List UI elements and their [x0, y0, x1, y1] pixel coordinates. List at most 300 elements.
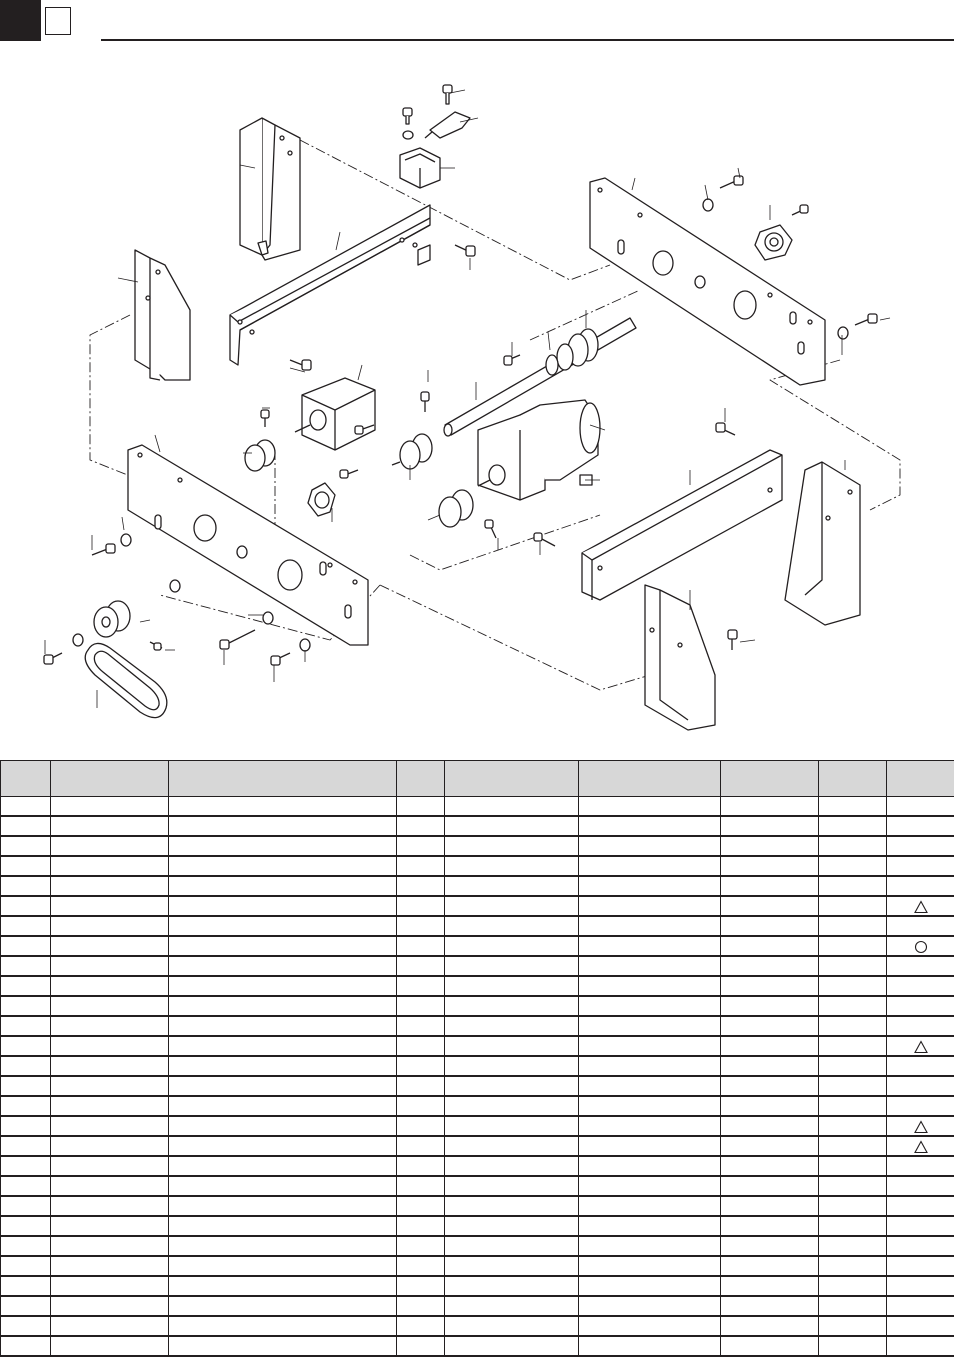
table-cell: [397, 1236, 445, 1256]
table-cell: [445, 1136, 579, 1156]
table-cell: [445, 1096, 579, 1116]
table-row: [1, 1276, 954, 1296]
pulley-small: [245, 440, 275, 471]
table-cell: [1, 876, 51, 896]
table-cell: [887, 1016, 954, 1036]
table-cell: [1, 1196, 51, 1216]
table-cell: [721, 936, 819, 956]
table-cell: [887, 1256, 954, 1276]
table-cell: [169, 976, 397, 996]
table-cell: [1, 976, 51, 996]
table-cell: [169, 996, 397, 1016]
table-cell: [397, 1176, 445, 1196]
table-cell: [579, 816, 721, 836]
table-cell: [579, 856, 721, 876]
table-cell: [579, 1196, 721, 1216]
table-cell: [1, 1276, 51, 1296]
table-cell: [819, 1216, 887, 1236]
table-cell: [819, 1096, 887, 1116]
table-cell: [721, 976, 819, 996]
table-cell: [579, 1156, 721, 1176]
table-cell: [445, 1196, 579, 1216]
table-cell: [819, 797, 887, 817]
table-cell: [579, 956, 721, 976]
table-row: [1, 1236, 954, 1256]
table-cell: [445, 1216, 579, 1236]
table-cell: [169, 1196, 397, 1216]
table-cell: [169, 1176, 397, 1196]
table-cell: [579, 1096, 721, 1116]
table-cell: [579, 1076, 721, 1096]
table-cell: [445, 916, 579, 936]
table-cell: [819, 956, 887, 976]
table-cell: [51, 1196, 169, 1216]
table-cell: [397, 836, 445, 856]
table-cell: [721, 856, 819, 876]
table-cell: [397, 1036, 445, 1056]
table-cell: [397, 1116, 445, 1136]
gear-motor: [478, 400, 600, 500]
table-cell: [169, 1076, 397, 1096]
table-cell: [397, 1096, 445, 1116]
table-cell: [1, 836, 51, 856]
table-cell: [397, 1076, 445, 1096]
table-cell: [51, 1016, 169, 1036]
table-cell: [1, 1216, 51, 1236]
table-cell: [51, 1096, 169, 1116]
table-cell: [169, 836, 397, 856]
table-cell: [819, 1336, 887, 1356]
table-cell: [397, 816, 445, 836]
table-cell: [721, 916, 819, 936]
table-body: [1, 797, 954, 1357]
header-cell: [51, 761, 169, 797]
table-row: [1, 856, 954, 876]
table-cell: [445, 856, 579, 876]
table-row: [1, 797, 954, 817]
table-cell: [397, 936, 445, 956]
table-cell: [819, 1176, 887, 1196]
table-cell: [51, 1176, 169, 1196]
table-row: [1, 1216, 954, 1236]
table-cell: [887, 1316, 954, 1336]
table-cell: [397, 876, 445, 896]
table-cell: [1, 856, 51, 876]
table-row: [1, 996, 954, 1016]
table-cell: [887, 876, 954, 896]
table-cell: [579, 1316, 721, 1336]
table-cell: [887, 1096, 954, 1116]
table-cell: [887, 1116, 954, 1136]
table-cell: [887, 1196, 954, 1216]
section-tab-black: [0, 0, 41, 41]
table-cell: [887, 916, 954, 936]
table-cell: [445, 1236, 579, 1256]
table-cell: [721, 996, 819, 1016]
page-number-box: [45, 7, 71, 35]
table-cell: [819, 916, 887, 936]
flange-bearing-right: [755, 225, 792, 260]
table-cell: [445, 797, 579, 817]
table-cell: [51, 1136, 169, 1156]
header-cell: [579, 761, 721, 797]
table-row: [1, 976, 954, 996]
table-cell: [445, 1156, 579, 1176]
table-row: [1, 876, 954, 896]
table-cell: [887, 1036, 954, 1056]
table-cell: [887, 1276, 954, 1296]
table-cell: [397, 896, 445, 916]
table-cell: [819, 836, 887, 856]
table-cell: [887, 1176, 954, 1196]
table-cell: [887, 956, 954, 976]
table-cell: [1, 1176, 51, 1196]
table-cell: [721, 1156, 819, 1176]
table-cell: [819, 1296, 887, 1316]
table-cell: [887, 1076, 954, 1096]
table-cell: [721, 1076, 819, 1096]
table-cell: [397, 1016, 445, 1036]
table-row: [1, 896, 954, 916]
table-cell: [445, 896, 579, 916]
table-cell: [1, 896, 51, 916]
table-cell: [51, 1296, 169, 1316]
table-cell: [445, 836, 579, 856]
table-cell: [169, 1136, 397, 1156]
header-cell: [169, 761, 397, 797]
table-row: [1, 1076, 954, 1096]
side-frame-right: [785, 462, 860, 625]
side-frame-front-left: [135, 250, 190, 380]
table-cell: [721, 1036, 819, 1056]
table-cell: [721, 1196, 819, 1216]
header-rule: [101, 39, 954, 41]
pulley-mid: [439, 490, 473, 527]
table-cell: [887, 1156, 954, 1176]
table-cell: [579, 836, 721, 856]
table-cell: [1, 996, 51, 1016]
table-cell: [397, 956, 445, 976]
table-cell: [51, 976, 169, 996]
servo-motor: [295, 378, 375, 450]
table-cell: [397, 1296, 445, 1316]
table-row: [1, 1036, 954, 1056]
table-cell: [1, 1056, 51, 1076]
table-cell: [169, 1056, 397, 1076]
table-cell: [169, 936, 397, 956]
table-cell: [887, 797, 954, 817]
table-row: [1, 1156, 954, 1176]
cross-beam-bottom: [582, 450, 782, 600]
table-cell: [819, 1316, 887, 1336]
table-cell: [51, 797, 169, 817]
table-cell: [819, 1076, 887, 1096]
table-cell: [819, 856, 887, 876]
table-cell: [445, 876, 579, 896]
table-cell: [397, 1216, 445, 1236]
table-cell: [1, 936, 51, 956]
table-cell: [819, 1136, 887, 1156]
table-cell: [721, 1096, 819, 1116]
table-cell: [721, 1276, 819, 1296]
table-cell: [51, 1256, 169, 1276]
table-row: [1, 1196, 954, 1216]
table-cell: [1, 1236, 51, 1256]
side-frame-left: [240, 118, 300, 260]
circle-mark-icon: [913, 940, 929, 954]
table-cell: [445, 816, 579, 836]
table-cell: [51, 816, 169, 836]
table-cell: [397, 916, 445, 936]
table-cell: [1, 816, 51, 836]
table-cell: [579, 976, 721, 996]
table-cell: [169, 1296, 397, 1316]
table-row: [1, 956, 954, 976]
table-cell: [1, 956, 51, 976]
table-cell: [445, 936, 579, 956]
table-cell: [169, 896, 397, 916]
table-cell: [169, 1116, 397, 1136]
triangle-mark-icon: [913, 1140, 929, 1154]
table-cell: [887, 1136, 954, 1156]
table-cell: [445, 1336, 579, 1356]
header-cell: [819, 761, 887, 797]
table-cell: [397, 1136, 445, 1156]
table-cell: [445, 976, 579, 996]
triangle-mark-icon: [913, 1120, 929, 1134]
table-cell: [397, 1156, 445, 1176]
table-cell: [51, 836, 169, 856]
table-cell: [819, 896, 887, 916]
table-row: [1, 916, 954, 936]
header-cell: [445, 761, 579, 797]
table-cell: [721, 1256, 819, 1276]
table-row: [1, 836, 954, 856]
table-cell: [721, 1216, 819, 1236]
table-cell: [51, 856, 169, 876]
table-cell: [721, 896, 819, 916]
table-cell: [169, 856, 397, 876]
table-cell: [721, 1316, 819, 1336]
parts-list-table: [0, 760, 954, 1357]
table-cell: [887, 1216, 954, 1236]
timing-belt: [85, 643, 167, 717]
table-cell: [887, 836, 954, 856]
table-cell: [819, 1256, 887, 1276]
table-cell: [51, 1036, 169, 1056]
table-cell: [397, 996, 445, 1016]
table-cell: [819, 936, 887, 956]
table-cell: [445, 1076, 579, 1096]
table-cell: [445, 1316, 579, 1336]
table-cell: [819, 876, 887, 896]
table-cell: [819, 816, 887, 836]
table-cell: [819, 1236, 887, 1256]
table-row: [1, 1056, 954, 1076]
table-cell: [51, 896, 169, 916]
table-cell: [169, 916, 397, 936]
table-cell: [169, 816, 397, 836]
table-cell: [579, 1016, 721, 1036]
table-cell: [819, 1056, 887, 1076]
table-row: [1, 936, 954, 956]
pulley-motor: [392, 434, 432, 469]
table-row: [1, 1316, 954, 1336]
table-row: [1, 1176, 954, 1196]
table-row: [1, 1296, 954, 1316]
table-cell: [721, 1116, 819, 1136]
triangle-mark-icon: [913, 1040, 929, 1054]
table-cell: [397, 976, 445, 996]
side-frame-front-right: [645, 585, 715, 730]
table-cell: [819, 1156, 887, 1176]
table-cell: [169, 1256, 397, 1276]
table-cell: [887, 896, 954, 916]
table-cell: [397, 797, 445, 817]
table-cell: [721, 1296, 819, 1316]
table-cell: [51, 936, 169, 956]
table-cell: [51, 1216, 169, 1236]
table-cell: [579, 876, 721, 896]
table-cell: [169, 1276, 397, 1296]
table-cell: [721, 1176, 819, 1196]
table-cell: [169, 1216, 397, 1236]
table-cell: [1, 1036, 51, 1056]
table-cell: [579, 1256, 721, 1276]
table-cell: [1, 1016, 51, 1036]
table-cell: [445, 1256, 579, 1276]
table-cell: [1, 797, 51, 817]
table-cell: [887, 1056, 954, 1076]
table-cell: [579, 1116, 721, 1136]
table-cell: [1, 1116, 51, 1136]
table-cell: [887, 996, 954, 1016]
pulley-large-shaft: [546, 329, 598, 375]
table-cell: [887, 936, 954, 956]
table-cell: [1, 1336, 51, 1356]
table-cell: [397, 1276, 445, 1296]
table-cell: [445, 1016, 579, 1036]
table-cell: [397, 1056, 445, 1076]
leader-lines: [45, 90, 890, 708]
table-cell: [169, 1236, 397, 1256]
table-cell: [51, 1276, 169, 1296]
header-cell: [1, 761, 51, 797]
table-cell: [51, 1056, 169, 1076]
pulley-large: [94, 601, 130, 637]
table-cell: [1, 916, 51, 936]
table-cell: [1, 1156, 51, 1176]
table-cell: [51, 1336, 169, 1356]
table-cell: [579, 1136, 721, 1156]
table-cell: [579, 896, 721, 916]
table-cell: [579, 1296, 721, 1316]
sensor: [425, 112, 470, 138]
table-cell: [1, 1136, 51, 1156]
table-cell: [445, 1296, 579, 1316]
table-cell: [579, 797, 721, 817]
table-row: [1, 1096, 954, 1116]
table-cell: [397, 856, 445, 876]
table-cell: [51, 1316, 169, 1336]
table-cell: [397, 1336, 445, 1356]
table-cell: [51, 876, 169, 896]
table-cell: [887, 856, 954, 876]
table-cell: [51, 1116, 169, 1136]
table-cell: [721, 1056, 819, 1076]
table-cell: [819, 996, 887, 1016]
table-cell: [445, 1176, 579, 1196]
header-cell: [887, 761, 954, 797]
table-cell: [1, 1296, 51, 1316]
table-cell: [579, 996, 721, 1016]
table-cell: [169, 876, 397, 896]
table-cell: [721, 956, 819, 976]
table-cell: [721, 836, 819, 856]
table-cell: [819, 1036, 887, 1056]
table-cell: [51, 916, 169, 936]
table-cell: [887, 1296, 954, 1316]
table-cell: [579, 1176, 721, 1196]
table-cell: [579, 1276, 721, 1296]
header-cell: [397, 761, 445, 797]
table-cell: [445, 1116, 579, 1136]
table-cell: [887, 1336, 954, 1356]
table-cell: [1, 1316, 51, 1336]
table-cell: [445, 996, 579, 1016]
table-cell: [169, 1156, 397, 1176]
table-row: [1, 1016, 954, 1036]
table-cell: [169, 1036, 397, 1056]
table-cell: [51, 956, 169, 976]
table-cell: [721, 797, 819, 817]
table-cell: [169, 1016, 397, 1036]
table-row: [1, 816, 954, 836]
table-cell: [397, 1316, 445, 1336]
table-cell: [445, 1276, 579, 1296]
table-row: [1, 1256, 954, 1276]
table-cell: [721, 1016, 819, 1036]
table-cell: [169, 1336, 397, 1356]
table-cell: [1, 1076, 51, 1096]
table-cell: [819, 1196, 887, 1216]
table-cell: [1, 1256, 51, 1276]
table-cell: [169, 797, 397, 817]
table-cell: [445, 1056, 579, 1076]
table-cell: [169, 1096, 397, 1116]
table-cell: [51, 1076, 169, 1096]
table-cell: [721, 1236, 819, 1256]
table-cell: [579, 1056, 721, 1076]
table-cell: [397, 1196, 445, 1216]
table-cell: [579, 936, 721, 956]
table-cell: [579, 916, 721, 936]
table-cell: [819, 1276, 887, 1296]
table-cell: [51, 1236, 169, 1256]
table-cell: [819, 976, 887, 996]
table-row: [1, 1136, 954, 1156]
table-cell: [169, 956, 397, 976]
table-cell: [579, 1216, 721, 1236]
table-cell: [445, 1036, 579, 1056]
table-cell: [721, 1136, 819, 1156]
table-cell: [397, 1256, 445, 1276]
table-cell: [51, 1156, 169, 1176]
table-cell: [887, 1236, 954, 1256]
table-cell: [721, 876, 819, 896]
table-cell: [819, 1116, 887, 1136]
table-row: [1, 1336, 954, 1356]
